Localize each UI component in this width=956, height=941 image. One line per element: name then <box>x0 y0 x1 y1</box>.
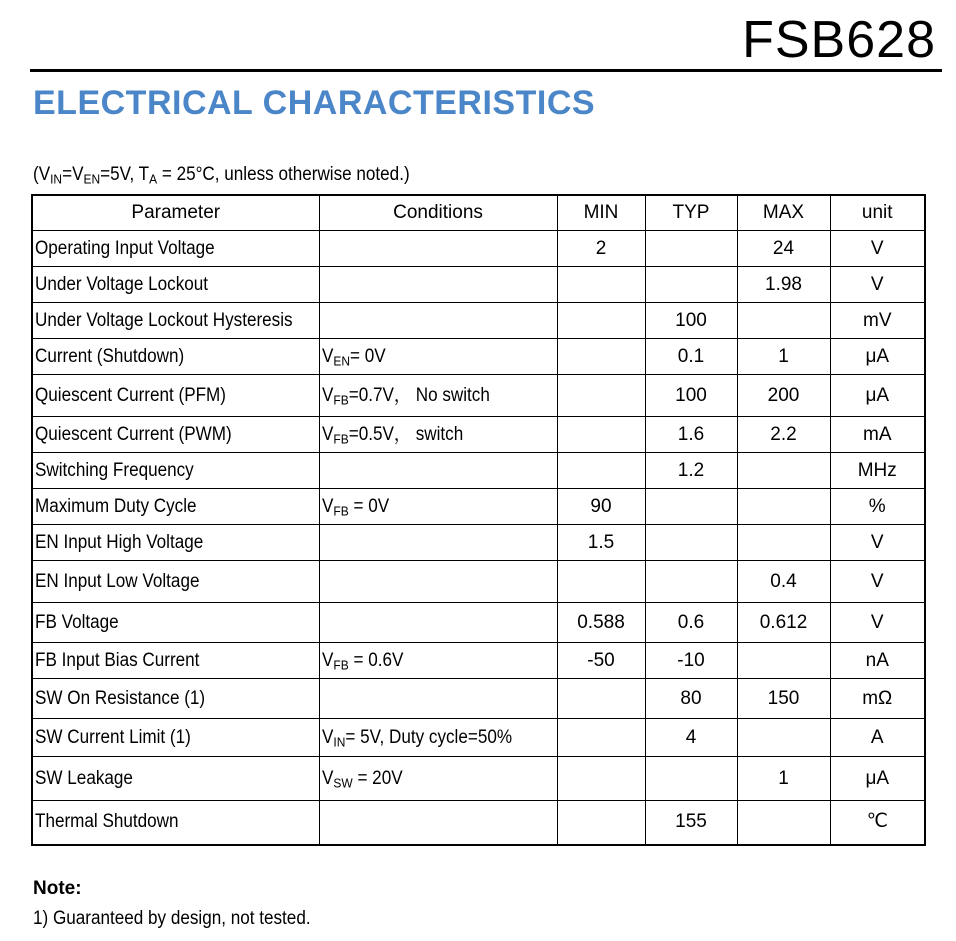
table-row <box>32 757 925 801</box>
conditions-text: $V_{IN}= 5V$, Duty cycle=50% <box>321 726 512 749</box>
cell-min <box>557 757 645 801</box>
test-conditions-note: ($V_{IN}=V_{EN}=5V$, $T_A = 25^\circ C$, unless otherwise noted.) <box>33 164 410 187</box>
parameter-text: SW On Resistance (1) <box>35 687 206 709</box>
cell-max <box>737 303 830 339</box>
cell-max: 2.2 <box>737 417 830 453</box>
cell-conditions <box>319 303 557 339</box>
cell-typ: 1.2 <box>645 453 737 489</box>
cell-typ: 0.6 <box>645 603 737 643</box>
cell-typ: 4 <box>645 719 737 757</box>
section-title: ELECTRICAL CHARACTERISTICS <box>33 84 596 122</box>
header-typ: TYP <box>645 195 737 231</box>
table-row <box>32 417 925 453</box>
parameter-text: Switching Frequency <box>35 459 194 481</box>
cell-unit: V <box>830 231 925 267</box>
parameter-text: Current (Shutdown) <box>35 345 185 367</box>
parameter-text: Maximum Duty Cycle <box>35 495 197 517</box>
parameter-text: SW Leakage <box>35 767 133 789</box>
parameter-text: EN Input High Voltage <box>35 531 204 553</box>
cell-max <box>737 643 830 679</box>
cell-parameter <box>32 231 319 267</box>
parameter-text: FB Input Bias Current <box>35 649 200 671</box>
parameter-text: Thermal Shutdown <box>35 811 179 833</box>
cell-conditions <box>319 679 557 719</box>
cell-min <box>557 719 645 757</box>
cell-unit: MHz <box>830 453 925 489</box>
cell-parameter <box>32 603 319 643</box>
cell-unit: μA <box>830 757 925 801</box>
cell-parameter <box>32 525 319 561</box>
cell-typ: -10 <box>645 643 737 679</box>
parameter-text: Under Voltage Lockout Hysteresis <box>35 309 293 331</box>
cell-conditions <box>319 643 557 679</box>
cell-unit: V <box>830 525 925 561</box>
parameter-text: EN Input Low Voltage <box>35 570 200 592</box>
cell-min <box>557 453 645 489</box>
part-number: FSB628 <box>742 11 936 69</box>
cell-max <box>737 719 830 757</box>
table-row <box>32 231 925 267</box>
note-title: Note: <box>33 878 82 899</box>
cell-conditions <box>319 339 557 375</box>
cell-min <box>557 303 645 339</box>
cell-typ: 100 <box>645 375 737 417</box>
cell-conditions <box>319 489 557 525</box>
cell-typ: 100 <box>645 303 737 339</box>
parameter-text: Under Voltage Lockout <box>35 273 209 295</box>
cell-max <box>737 525 830 561</box>
cell-max: 200 <box>737 375 830 417</box>
parameter-text: FB Voltage <box>35 611 119 633</box>
table-row <box>32 643 925 679</box>
parameter-text: Quiescent Current (PFM) <box>35 384 227 406</box>
cell-min: 1.5 <box>557 525 645 561</box>
cell-typ: 0.1 <box>645 339 737 375</box>
cell-conditions <box>319 231 557 267</box>
cell-conditions <box>319 417 557 453</box>
cell-unit: V <box>830 603 925 643</box>
table-row <box>32 719 925 757</box>
cell-typ <box>645 231 737 267</box>
cell-min: -50 <box>557 643 645 679</box>
table-row <box>32 603 925 643</box>
cell-typ <box>645 757 737 801</box>
table-row <box>32 303 925 339</box>
cell-conditions <box>319 603 557 643</box>
table-row <box>32 375 925 417</box>
cell-parameter <box>32 339 319 375</box>
cell-max <box>737 801 830 845</box>
header-max: MAX <box>737 195 830 231</box>
cell-conditions <box>319 801 557 845</box>
table-header-row <box>32 195 925 231</box>
cell-unit: ℃ <box>830 801 925 845</box>
cell-conditions <box>319 561 557 603</box>
cell-unit: μA <box>830 339 925 375</box>
cell-max: 24 <box>737 231 830 267</box>
cell-unit: mA <box>830 417 925 453</box>
table-row <box>32 267 925 303</box>
conditions-text: $V_{FB} = 0.6V$ <box>321 649 403 672</box>
cell-max: 1 <box>737 339 830 375</box>
cell-unit: V <box>830 267 925 303</box>
conditions-text: $V_{SW} = 20V$ <box>321 767 403 790</box>
electrical-characteristics-table <box>31 194 926 846</box>
cell-parameter <box>32 801 319 845</box>
cell-conditions <box>319 525 557 561</box>
cell-min <box>557 801 645 845</box>
cell-unit: % <box>830 489 925 525</box>
cell-min <box>557 679 645 719</box>
cell-min <box>557 267 645 303</box>
cell-parameter <box>32 489 319 525</box>
parameter-text: Operating Input Voltage <box>35 237 215 259</box>
cell-max: 0.612 <box>737 603 830 643</box>
cell-typ <box>645 267 737 303</box>
cell-conditions <box>319 453 557 489</box>
cell-parameter <box>32 757 319 801</box>
conditions-text: $V_{FB}=0.7V$， No switch <box>321 384 490 407</box>
cell-min <box>557 339 645 375</box>
header-unit: unit <box>830 195 925 231</box>
cell-max: 0.4 <box>737 561 830 603</box>
cell-min <box>557 375 645 417</box>
cell-parameter <box>32 303 319 339</box>
conditions-text: $V_{FB} = 0V$ <box>321 495 389 518</box>
cell-unit: nA <box>830 643 925 679</box>
cell-parameter <box>32 417 319 453</box>
cell-parameter <box>32 643 319 679</box>
cell-parameter <box>32 679 319 719</box>
cell-unit: A <box>830 719 925 757</box>
cell-unit: mV <box>830 303 925 339</box>
cell-max <box>737 489 830 525</box>
table-row <box>32 525 925 561</box>
cell-typ: 155 <box>645 801 737 845</box>
header-conditions: Conditions <box>319 195 557 231</box>
cell-typ <box>645 525 737 561</box>
cell-typ <box>645 561 737 603</box>
cell-max: 1.98 <box>737 267 830 303</box>
header-rule <box>30 69 942 72</box>
cell-unit: V <box>830 561 925 603</box>
cell-parameter <box>32 561 319 603</box>
cell-conditions <box>319 267 557 303</box>
cell-max: 1 <box>737 757 830 801</box>
cell-parameter <box>32 453 319 489</box>
conditions-text: $V_{EN}= 0V$ <box>321 345 386 368</box>
header-min: MIN <box>557 195 645 231</box>
table-row <box>32 489 925 525</box>
cell-parameter <box>32 267 319 303</box>
cell-typ <box>645 489 737 525</box>
cell-typ: 80 <box>645 679 737 719</box>
conditions-text: $V_{FB}=0.5V$， switch <box>321 423 463 446</box>
cell-max: 150 <box>737 679 830 719</box>
table-row <box>32 339 925 375</box>
parameter-text: Quiescent Current (PWM) <box>35 423 232 445</box>
cell-min: 90 <box>557 489 645 525</box>
note-item: 1) Guaranteed by design, not tested. <box>33 908 311 929</box>
cell-parameter <box>32 719 319 757</box>
table-row <box>32 453 925 489</box>
cell-min <box>557 561 645 603</box>
cell-conditions <box>319 757 557 801</box>
cell-typ: 1.6 <box>645 417 737 453</box>
cell-conditions <box>319 375 557 417</box>
cell-unit: μA <box>830 375 925 417</box>
cell-unit: mΩ <box>830 679 925 719</box>
cell-min <box>557 417 645 453</box>
cell-conditions <box>319 719 557 757</box>
header-parameter: Parameter <box>32 195 319 231</box>
cell-parameter <box>32 375 319 417</box>
table-row <box>32 801 925 845</box>
cell-max <box>737 453 830 489</box>
parameter-text: SW Current Limit (1) <box>35 726 191 748</box>
table-row <box>32 561 925 603</box>
cell-min: 2 <box>557 231 645 267</box>
cell-min: 0.588 <box>557 603 645 643</box>
table-row <box>32 679 925 719</box>
